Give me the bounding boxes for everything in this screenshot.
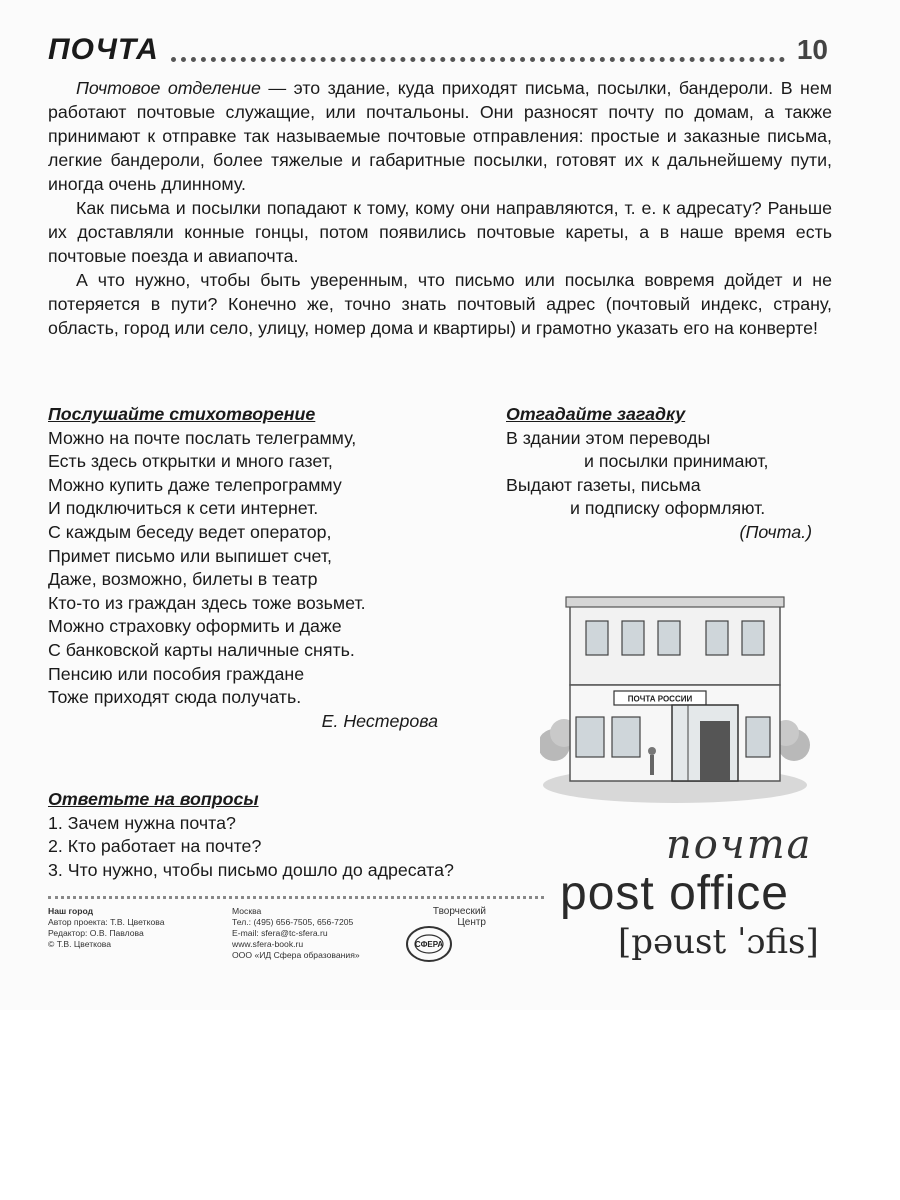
publisher-city: Москва bbox=[232, 906, 262, 916]
intro-paragraph-1-text: — это здание, куда приходят письма, посылки, бандероли. В нем работают почтовые служащие, или почтальоны. Они разносят почту по домам, а также принимают к отправке так называемые почтовые отправления: простые и заказные письма, легкие бандероли, более тяжелые и габаритные посылки, готовят их к дальнейшему пути, иногда очень длинному. bbox=[48, 78, 832, 194]
poem-line: Тоже приходят сюда получать. bbox=[48, 687, 302, 708]
page-margin bbox=[0, 1010, 900, 1200]
poem-line: Пенсию или пособия граждане bbox=[48, 663, 305, 684]
publisher-email: E-mail: sfera@tc-sfera.ru bbox=[232, 928, 328, 938]
poem-author: Е. Нестерова bbox=[321, 710, 438, 731]
publisher-phone: Тел.: (495) 656-7505, 656-7205 bbox=[232, 917, 354, 927]
riddle-section bbox=[506, 403, 816, 545]
footer-dotted-rule bbox=[48, 896, 544, 899]
building-sign: ПОЧТА РОССИИ bbox=[627, 694, 693, 704]
poem-line: Можно страховку оформить и даже bbox=[48, 616, 342, 637]
publisher-block bbox=[232, 906, 360, 961]
riddle-line: и посылки принимают, bbox=[584, 451, 769, 472]
page-title: ПОЧТА bbox=[48, 33, 159, 66]
poem-line: И подключиться к сети интернет. bbox=[48, 498, 319, 519]
poem-line: Примет письмо или выпишет счет, bbox=[48, 545, 332, 566]
question-item: 2. Кто работает на почте? bbox=[48, 836, 262, 857]
publisher-company: ООО «ИД Сфера образования» bbox=[232, 950, 360, 960]
svg-text:СФЕРА: СФЕРА bbox=[414, 940, 444, 949]
riddle-answer: (Почта.) bbox=[739, 521, 812, 542]
poem-line: Даже, возможно, билеты в театр bbox=[48, 569, 318, 590]
questions-heading: Ответьте на вопросы bbox=[48, 789, 259, 809]
imprint-copyright: © Т.В. Цветкова bbox=[48, 939, 112, 949]
poem-line: Можно купить даже телепрограмму bbox=[48, 474, 342, 495]
riddle-line: Выдают газеты, письма bbox=[506, 474, 701, 495]
imprint-author: Автор проекта: Т.В. Цветкова bbox=[48, 917, 165, 927]
poem-line: Можно на почте послать телеграмму, bbox=[48, 427, 357, 448]
question-item: 1. Зачем нужна почта? bbox=[48, 812, 236, 833]
intro-text bbox=[48, 76, 832, 340]
vocab-transcription: [pəust ˈɔfis] bbox=[618, 922, 819, 962]
poem-line: С каждым беседу ведет оператор, bbox=[48, 521, 332, 542]
riddle-line: В здании этом переводы bbox=[506, 427, 711, 448]
poem-line: С банковской карты наличные снять. bbox=[48, 639, 355, 660]
question-item: 3. Что нужно, чтобы письмо дошло до адресата? bbox=[48, 859, 454, 880]
questions-section bbox=[48, 788, 548, 882]
publisher-site: www.sfera-book.ru bbox=[232, 939, 304, 949]
intro-paragraph-2: Как письма и посылки попадают к тому, кому они направляются, т. е. к адресату? Раньше их доставляли конные гонцы, потом появились почтовые кареты, а в наше время есть почтовые поезда и авиапочта. bbox=[48, 198, 832, 266]
brand-line-2: Центр bbox=[457, 917, 486, 928]
intro-term: Почтовое отделение bbox=[76, 78, 261, 98]
poem-section bbox=[48, 403, 448, 733]
post-office-building-illustration bbox=[540, 585, 810, 805]
intro-paragraph-3: А что нужно, чтобы быть уверенным, что письмо или посылка вовремя дойдет и не потеряется в пути? Конечно же, точно знать почтовый адрес (почтовый индекс, страну, область, город или село, улицу, номер дома и квартиры) и грамотно указать его на конверте! bbox=[48, 270, 832, 338]
poem-line: Кто-то из граждан здесь тоже возьмет. bbox=[48, 592, 366, 613]
riddle-line: и подписку оформляют. bbox=[570, 498, 766, 519]
riddle-heading: Отгадайте загадку bbox=[506, 404, 686, 424]
vocab-word-script: почта bbox=[666, 822, 813, 868]
brand-line-1: Творческий bbox=[432, 906, 486, 917]
page-number: 10 bbox=[796, 34, 828, 65]
imprint-series: Наш город bbox=[48, 906, 94, 916]
poem-heading: Послушайте стихотворение bbox=[48, 404, 316, 424]
header-dotted-rule bbox=[171, 39, 785, 62]
imprint-editor: Редактор: О.В. Павлова bbox=[48, 928, 144, 938]
vocab-word-english: post office bbox=[560, 867, 789, 920]
intro-paragraph-1 bbox=[48, 76, 832, 196]
imprint-block bbox=[48, 906, 164, 950]
page-header bbox=[48, 30, 828, 70]
publisher-brand bbox=[400, 906, 490, 966]
sfera-logo-icon bbox=[404, 924, 454, 964]
poem-line: Есть здесь открытки и много газет, bbox=[48, 451, 333, 472]
